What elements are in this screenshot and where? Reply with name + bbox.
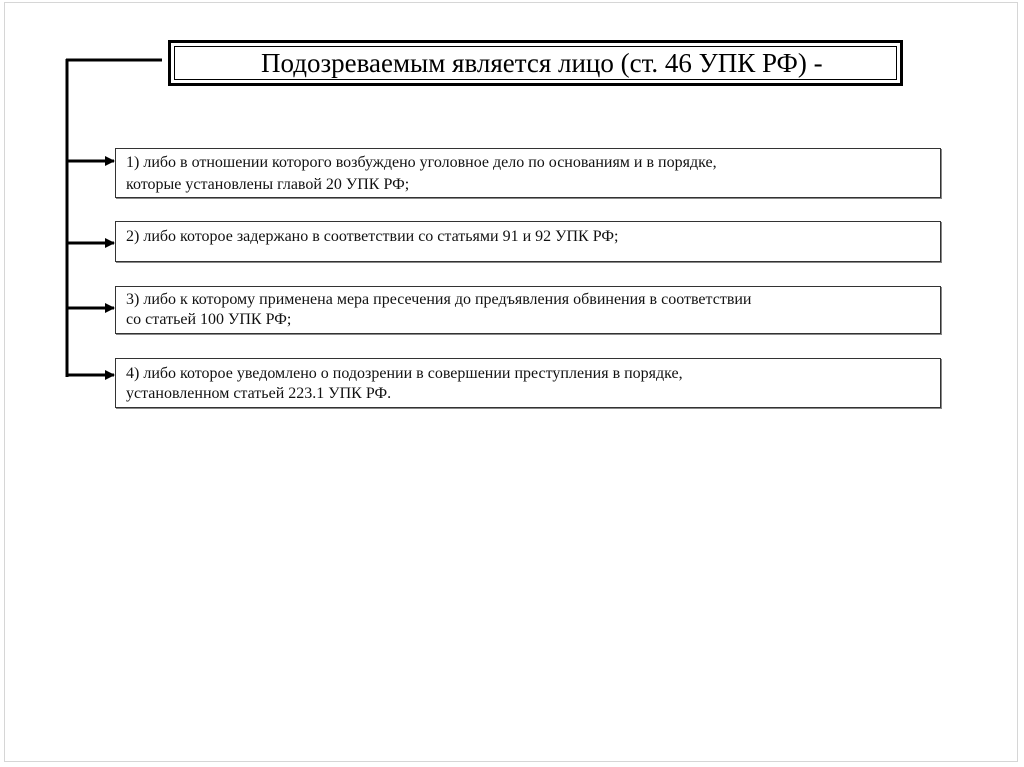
item-4-line-2: установленном статьей 223.1 УПК РФ. <box>126 385 392 402</box>
item-3-line-1: 3) либо к которому применена мера пресечения до предъявления обвинения в соответствии <box>126 291 752 308</box>
title-text: Подозреваемым является лицо (ст. 46 УПК РФ) - <box>261 48 823 78</box>
item-box-1 <box>115 148 941 198</box>
item-box-3 <box>115 286 941 334</box>
item-box-4 <box>115 358 941 408</box>
item-box-2 <box>115 221 941 262</box>
item-1-line-2: которые установлены главой 20 УПК РФ; <box>126 176 410 193</box>
title-box <box>168 40 903 86</box>
item-1-line-1: 1) либо в отношении которого возбуждено уголовное дело по основаниям и в порядке, <box>126 154 717 171</box>
item-4-line-1: 4) либо которое уведомлено о подозрении в совершении преступления в порядке, <box>126 365 683 382</box>
item-3-line-2: со статьей 100 УПК РФ; <box>126 311 292 328</box>
item-2-line-1: 2) либо которое задержано в соответствии со статьями 91 и 92 УПК РФ; <box>126 228 619 245</box>
